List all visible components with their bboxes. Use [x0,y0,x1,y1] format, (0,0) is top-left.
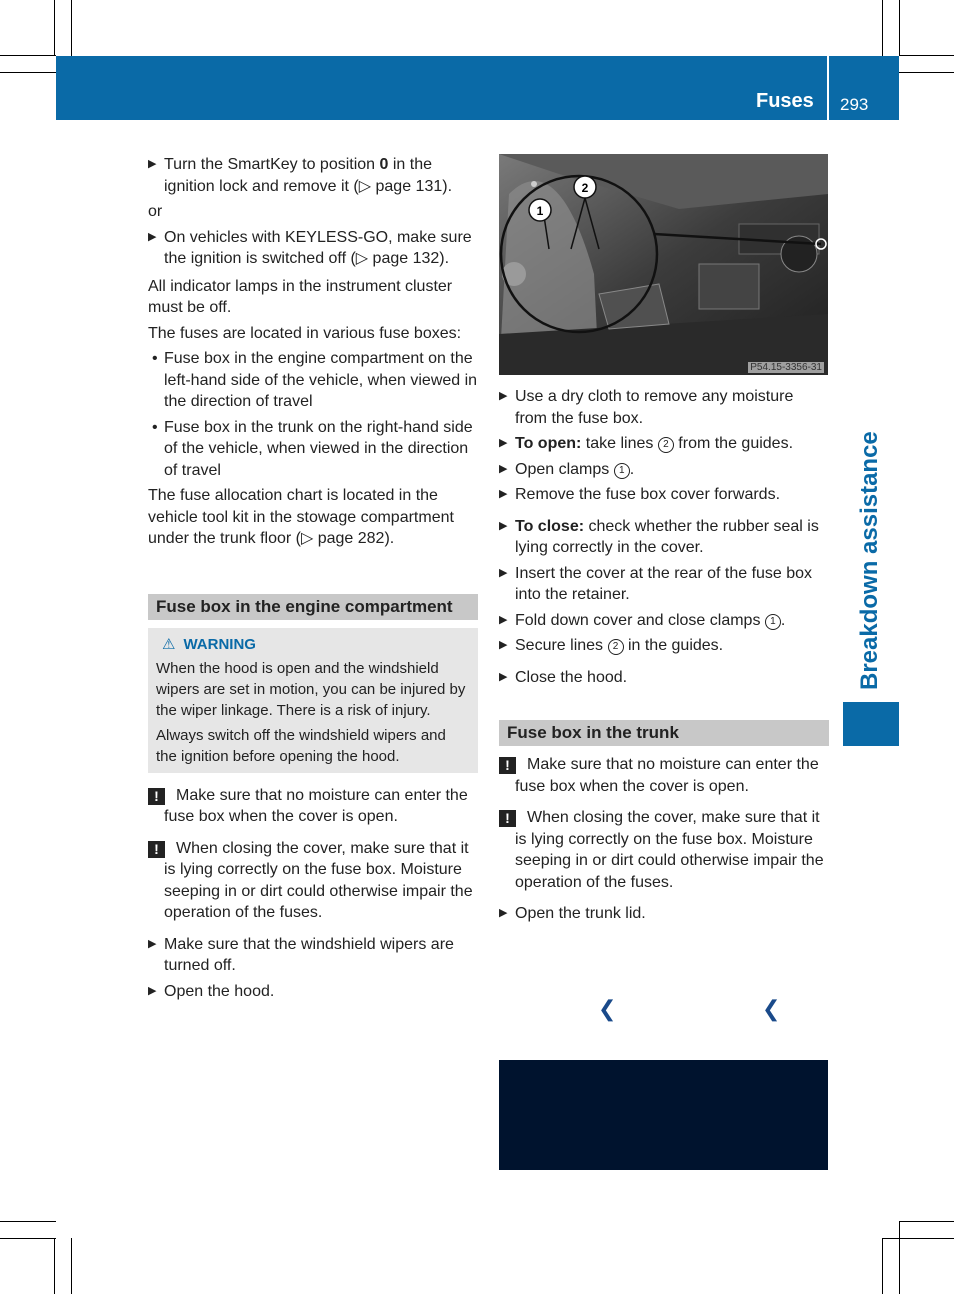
instruction-step [499,516,829,559]
instruction-step [499,386,829,429]
crop-mark [0,1221,56,1222]
dark-image-block [499,1060,828,1170]
exclamation-icon: ! [499,757,516,774]
chapter-tab [843,702,899,746]
warning-box [148,628,478,773]
instruction-step [499,610,829,632]
step-text: . [629,460,635,478]
exclamation-icon: ! [148,841,165,858]
note-text: When closing the cover, make sure that it is lying correctly on the fuse box. Moisture seeping in or dirt could otherwise impair the operation of the fuses. [164,839,473,921]
image-code: P54.15-3356-31 [750,362,822,373]
crop-mark [71,1238,72,1294]
step-text: Close the hood. [515,668,628,686]
engine-compartment-photo [499,154,828,375]
step-arrow-icon: ▶ [499,639,508,651]
left-column [148,154,478,1006]
warning-text: Always switch off the windshield wipers and the ignition before opening the hood. [156,726,446,765]
step-text: Make sure that the windshield wipers are turned off. [164,935,454,974]
step-arrow-icon: ▶ [499,670,508,683]
step-arrow-icon: ▶ [499,488,508,500]
paragraph: The fuse allocation chart is located in the vehicle tool kit in the stowage compartment under the trunk floor (▷ page 282). [148,487,454,547]
crop-mark [0,72,56,73]
paragraph: The fuses are located in various fuse boxes: [148,324,462,342]
engine-photo-illustration [499,154,828,375]
list-item [148,417,478,482]
crop-mark [899,0,900,56]
exclamation-icon: ! [499,810,516,827]
section-heading: Fuse box in the engine compartment [148,594,478,620]
crop-mark [899,55,954,56]
instruction-step [499,459,829,481]
instruction-step [148,981,478,1003]
step-text: in the guides. [623,637,724,654]
step-text: Remove the fuse box cover forwards. [515,486,781,503]
or-text: or [148,203,163,220]
note-text: Make sure that no moisture can enter the fuse box when the cover is open. [515,756,819,795]
step-arrow-icon: ▶ [148,937,157,950]
crop-mark [71,0,72,56]
step-text: take lines [581,435,658,452]
right-column [499,386,829,929]
section-heading: Fuse box in the trunk [499,720,829,746]
caution-note [148,838,478,924]
caution-note [499,754,829,797]
instruction-step [499,667,829,689]
instruction-step [499,563,829,606]
instruction-step [499,903,829,925]
list-item [148,348,478,413]
crop-mark [882,0,883,56]
step-text: check whether the rubber seal is lying correctly in the cover. [515,517,819,556]
instruction-step [499,484,829,506]
step-arrow-icon: ▶ [148,230,157,243]
step-arrow-icon: ▶ [499,390,508,402]
section-title: Fuses [756,90,814,112]
step-text: Use a dry cloth to remove any moisture from the fuse box. [515,388,794,427]
step-text: On vehicles with KEYLESS-GO, make sure the ignition is switched off (▷ page 132). [164,228,472,267]
chapter-label: Breakdown assistance [856,431,883,690]
crop-mark [882,1238,954,1239]
instruction-step [499,635,829,657]
step-text: Secure lines [515,637,608,654]
callout-2: 2 [581,181,589,195]
crop-mark [54,1238,55,1294]
page-number: 293 [840,95,869,114]
instruction-step [499,433,829,455]
instruction-step [148,154,478,197]
step-text: Open clamps [515,460,614,478]
step-text: from the guides. [673,435,794,452]
decorative-mark-icon: ❮ [762,996,781,1021]
warning-heading [156,634,470,655]
crop-mark [0,55,56,56]
header-divider [827,56,829,120]
exclamation-icon: ! [148,788,165,805]
step-text: Insert the cover at the rear of the fuse box into the retainer. [515,564,813,603]
step-arrow-icon: ▶ [499,437,508,449]
step-text: . [780,611,786,629]
step-text: Turn the SmartKey to position [164,156,380,173]
step-arrow-icon: ▶ [499,907,508,919]
step-bold: 0 [379,156,389,173]
warning-triangle-icon: ⚠ [162,635,176,653]
step-bold: To open: [515,435,582,452]
callout-2-icon: 2 [658,437,674,453]
list-item-text: Fuse box in the engine compartment on the left-hand side of the vehicle, when viewed in the direction of travel [164,350,478,410]
crop-mark [899,1221,954,1222]
instruction-step [148,227,478,270]
callout-1: 1 [536,204,544,218]
callout-1-icon: 1 [765,614,781,630]
note-text: When closing the cover, make sure that it is lying correctly on the fuse box. Moisture seeping in or dirt could otherwise impair the operation of the fuses. [515,809,824,891]
note-text: Make sure that no moisture can enter the fuse box when the cover is open. [164,786,468,825]
bullet-icon: • [152,418,158,436]
bullet-icon: • [152,350,158,367]
warning-title: WARNING [183,635,256,653]
caution-note [499,807,829,893]
decorative-mark-icon: ❮ [598,996,617,1021]
callout-2-icon: 2 [608,639,624,655]
paragraph: All indicator lamps in the instrument cluster must be off. [148,277,453,316]
list-item-text: Fuse box in the trunk on the right-hand side of the vehicle, when viewed in the direction of travel [164,418,473,479]
step-text: Open the trunk lid. [515,905,646,922]
caution-note [148,785,478,828]
warning-text: When the hood is open and the windshield wipers are set in motion, you can be injured by the wiper linkage. There is a risk of injury. [156,659,466,719]
step-arrow-icon: ▶ [499,613,508,626]
crop-mark [899,72,954,73]
step-arrow-icon: ▶ [148,158,157,170]
step-text: Fold down cover and close clamps [515,611,765,629]
crop-mark [54,0,55,56]
step-arrow-icon: ▶ [499,519,508,532]
step-arrow-icon: ▶ [148,984,157,997]
step-text: Open the hood. [164,982,275,1000]
crop-mark [0,1238,56,1239]
instruction-step [148,934,478,977]
step-arrow-icon: ▶ [499,566,508,579]
callout-1-icon: 1 [614,463,630,479]
step-arrow-icon: ▶ [499,462,508,475]
step-text: in the ignition lock and remove it (▷ page 131). [164,156,453,195]
step-bold: To close: [515,517,585,535]
crop-mark [882,1238,883,1294]
crop-mark [899,1221,900,1294]
